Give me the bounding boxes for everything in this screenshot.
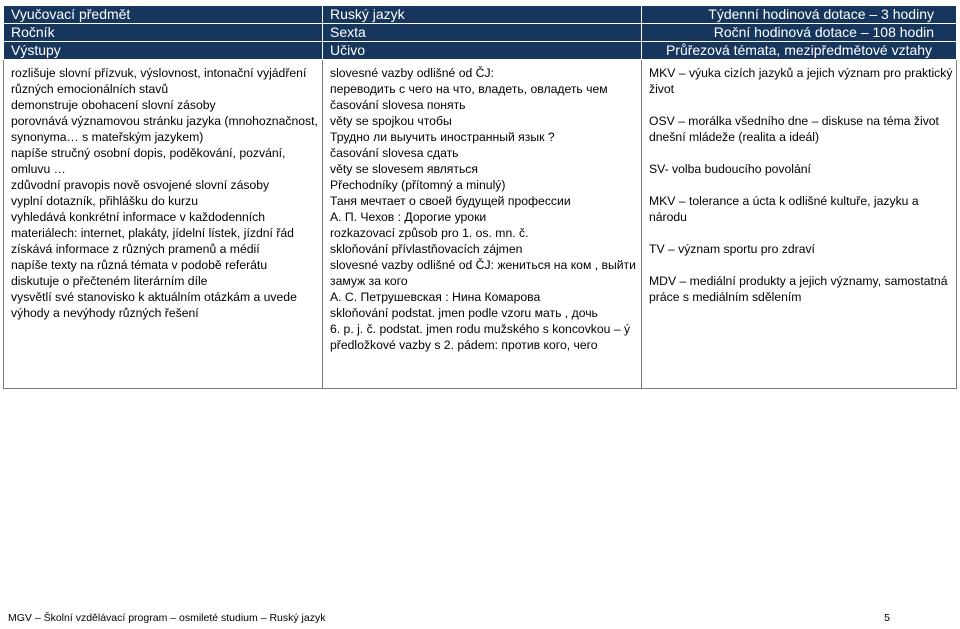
theme-mkv-1-line: život: [649, 82, 675, 96]
outputs-line: diskutuje o přečteném literárním díle: [11, 274, 208, 288]
content-line: Трудно ли выучить иностранный язык ?: [330, 130, 555, 144]
outputs-line: synonyma… s mateřským jazykem): [11, 130, 204, 144]
content-line: rozkazovací způsob pro 1. os. mn. č.: [330, 226, 529, 240]
page-footer: [8, 612, 952, 624]
content-line: časování slovesa понять: [330, 98, 466, 112]
outputs-line: výhody a nevýhody různých řešení: [11, 306, 199, 320]
content-line: časování slovesa сдать: [330, 146, 459, 160]
header-value-subject: Ruský jazyk: [323, 6, 642, 24]
content-line: Таня мечтает о своей будущей профессии: [330, 194, 571, 208]
header-row-columns: [4, 42, 957, 60]
theme-mkv-1-line: MKV – výuka cizích jazyků a jejich význam pro praktický: [649, 66, 953, 80]
themes-cell: [642, 60, 957, 389]
outputs-line: napíše texty na různá témata v podobě referátu: [11, 258, 268, 272]
outputs-line: porovnává významovou stránku jazyka (mnohoznačnost,: [11, 114, 318, 128]
column-title-outputs: Výstupy: [4, 42, 323, 60]
content-line: věty se spojkou чтобы: [330, 114, 452, 128]
outputs-line: různých emocionálních stavů: [11, 82, 169, 96]
theme-osv-line: dnešní mládeže (realita a ideál): [649, 130, 820, 144]
footer-text: MGV – Školní vzdělávací program – osmileté studium – Ruský jazyk: [8, 612, 326, 624]
content-line: předložkové vazby s 2. pádem: против кого, чего: [330, 338, 598, 352]
column-title-content: Učivo: [323, 42, 642, 60]
header-value-grade: Sexta: [323, 24, 642, 42]
content-line: замуж за кого: [330, 274, 408, 288]
outputs-line: získává informace z různých pramenů a médií: [11, 242, 260, 256]
header-row-subject: [4, 6, 957, 24]
theme-mdv-line: práce s mediálním sdělením: [649, 290, 802, 304]
outputs-line: napíše stručný osobní dopis, poděkování, pozvání,: [11, 146, 286, 160]
theme-mkv-2-line: národu: [649, 210, 687, 224]
page-number: 5: [884, 612, 890, 624]
theme-tv-line: TV – význam sportu pro zdraví: [649, 242, 815, 256]
outputs-cell: [4, 60, 323, 389]
content-line: переводить с чего на что, владеть, овладеть чем: [330, 82, 608, 96]
outputs-line: vyplní dotazník, přihlášku do kurzu: [11, 194, 198, 208]
content-line: skloňování podstat. jmen podle vzoru мать , дочь: [330, 306, 598, 320]
content-line: věty se slovesem являться: [330, 162, 478, 176]
content-row: [4, 60, 957, 389]
content-line: Přechodníky (přítomný a minulý): [330, 178, 506, 192]
outputs-line: materiálech: internet, plakáty, jídelní lístek, jízdní řád: [11, 226, 294, 240]
header-label-grade: Ročník: [4, 24, 323, 42]
theme-osv-line: OSV – morálka všedního dne – diskuse na téma život: [649, 114, 939, 128]
content-line: А. С. Петрушевская : Нина Комарова: [330, 290, 541, 304]
theme-sv-line: SV- volba budoucího povolání: [649, 162, 811, 176]
outputs-line: omluvu …: [11, 162, 66, 176]
content-line: skloňování přívlastňovacích zájmen: [330, 242, 523, 256]
theme-mdv-line: MDV – mediální produkty a jejich významy, samostatná: [649, 274, 948, 288]
header-weekly-hours: Týdenní hodinová dotace – 3 hodiny: [642, 6, 957, 24]
header-label-subject: Vyučovací předmět: [4, 6, 323, 24]
outputs-line: zdůvodní pravopis nově osvojené slovní zásoby: [11, 178, 270, 192]
theme-mkv-2-line: MKV – tolerance a úcta k odlišné kultuře, jazyku a: [649, 194, 919, 208]
content-line: 6. p. j. č. podstat. jmen rodu mužského s koncovkou – ý: [330, 322, 631, 336]
content-line: А. П. Чехов : Дорогие уроки: [330, 210, 487, 224]
content-cell: [323, 60, 642, 389]
outputs-line: vysvětlí své stanovisko k aktuálním otázkám a uvede: [11, 290, 297, 304]
header-row-grade: [4, 24, 957, 42]
outputs-line: vyhledává konkrétní informace v každodenních: [11, 210, 266, 224]
outputs-line: rozlišuje slovní přízvuk, výslovnost, intonační vyjádření: [11, 66, 307, 80]
curriculum-table: [3, 5, 957, 389]
column-title-themes: Průřezová témata, mezipředmětové vztahy: [642, 42, 957, 60]
content-line: slovesné vazby odlišné od ČJ:: [330, 66, 494, 80]
header-yearly-hours: Roční hodinová dotace – 108 hodin: [642, 24, 957, 42]
outputs-line: demonstruje obohacení slovní zásoby: [11, 98, 216, 112]
content-line: slovesné vazby odlišné od ČJ: жениться на ком , выйти: [330, 258, 636, 272]
